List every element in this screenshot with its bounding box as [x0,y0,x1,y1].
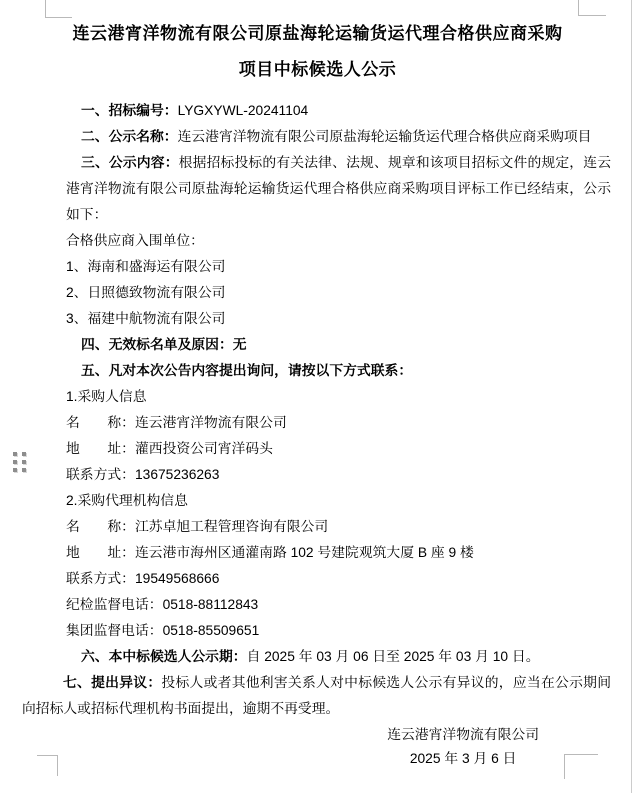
agency-info-heading [66,488,611,514]
publicity-period [66,644,611,670]
paragraph-text: 名 称：连云港宵洋物流有限公司 [66,415,287,430]
supplier-2 [66,280,611,306]
paragraph-text: 3、福建中航物流有限公司 [66,311,226,326]
purchaser-address [66,436,611,462]
inquiry-heading [66,358,611,384]
paragraph-text: 投标人或者其他利害关系人对中标候选人公示有异议的，应当在公示期间向招标人或招标代理机构书面提出，逾期不再受理。 [22,675,611,716]
bid-number [66,98,611,124]
paragraph-label: 五、凡对本次公告内容提出询问，请按以下方式联系： [81,363,413,378]
group-phone [66,618,611,644]
drag-handle-dots-icon[interactable] [13,452,26,472]
document-title [0,0,635,88]
purchaser-name [66,410,611,436]
objection [22,670,611,722]
page-right-border [631,0,632,793]
handle-dot [13,460,17,464]
paragraph-text: 2.采购代理机构信息 [66,493,188,508]
margin-corner-mark-top-left [45,0,72,18]
paragraph-text: 1、海南和盛海运有限公司 [66,259,226,274]
agency-contact [66,566,611,592]
paragraph-text: 联系方式：19549568666 [66,571,220,586]
margin-corner-mark-bottom-left [37,755,58,776]
handle-dot [22,452,26,456]
invalid-bids [66,332,611,358]
agency-name [66,514,611,540]
margin-corner-mark-top-right [578,0,606,16]
paragraph-text: 合格供应商入围单位： [66,233,204,248]
supplier-3 [66,306,611,332]
discipline-phone [66,592,611,618]
paragraph-label: 三、公示内容： [81,155,179,170]
paragraph-text: 地 址：连云港市海州区通灌南路 102 号建院观筑大厦 B 座 9 楼 [66,545,474,560]
document-title-line2: 项目中标候选人公示 [238,60,397,79]
handle-dot [13,452,17,456]
paragraph-label: 四、无效标名单及原因：无 [81,337,247,352]
margin-corner-mark-bottom-right [564,754,598,779]
paragraph-text: 2、日照德致物流有限公司 [66,285,226,300]
paragraph-text: LYGXYWL-20241104 [177,103,309,118]
signature-date: 2025 年 3 月 6 日 [409,751,517,766]
paragraph-label: 六、本中标候选人公示期： [81,649,247,664]
purchaser-info-heading [66,384,611,410]
signature-company: 连云港宵洋物流有限公司 [387,727,539,742]
paragraph-label: 二、公示名称： [81,129,178,144]
shortlist-heading [66,228,611,254]
document-body [0,98,635,722]
supplier-1 [66,254,611,280]
purchaser-contact [66,462,611,488]
handle-dot [22,468,26,472]
document-title-line1: 连云港宵洋物流有限公司原盐海轮运输货运代理合格供应商采购 [72,24,563,43]
paragraph-text: 联系方式：13675236263 [66,467,220,482]
paragraph-text: 集团监督电话：0518-85509651 [66,623,260,638]
paragraph-text: 1.采购人信息 [66,389,147,404]
announcement-content [66,150,611,228]
agency-address [66,540,611,566]
paragraph-text: 纪检监督电话：0518-88112843 [66,597,259,612]
paragraph-label: 一、招标编号： [81,103,178,118]
paragraph-text: 根据招标投标的有关法律、法规、规章和该项目招标文件的规定，连云港宵洋物流有限公司原盐海轮运输货运代理合格供应商采购项目评标工作已经结束，公示如下： [66,155,612,222]
paragraph-text: 名 称：江苏卓旭工程管理咨询有限公司 [66,519,329,534]
paragraph-text: 自 2025 年 03 月 06 日至 2025 年 03 月 10 日。 [246,649,540,664]
handle-dot [22,460,26,464]
paragraph-text: 连云港宵洋物流有限公司原盐海轮运输货运代理合格供应商采购项目 [177,129,592,144]
announcement-name [66,124,611,150]
paragraph-label: 七、提出异议： [63,675,162,690]
signature-block [387,723,539,771]
paragraph-text: 地 址：灌西投资公司宵洋码头 [66,441,273,456]
handle-dot [13,468,17,472]
